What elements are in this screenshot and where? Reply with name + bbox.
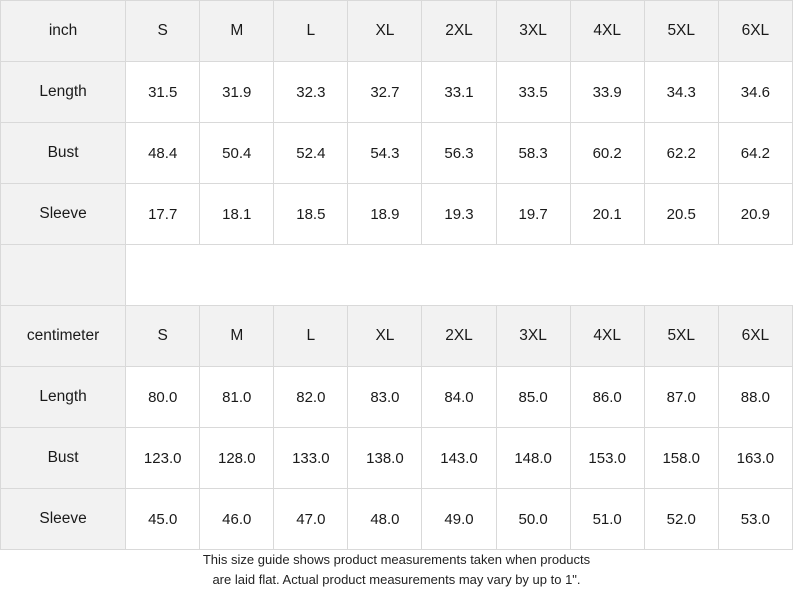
inch-size-header: S xyxy=(126,1,200,62)
table-row xyxy=(1,62,793,123)
cm-size-header: 6XL xyxy=(718,306,792,367)
table-row xyxy=(1,489,793,550)
cell-sleeve-inch: 20.5 xyxy=(644,184,718,245)
cell-bust-cm: 123.0 xyxy=(126,428,200,489)
cell-length-cm: 81.0 xyxy=(200,367,274,428)
cell-length-cm: 88.0 xyxy=(718,367,792,428)
cell-bust-cm: 153.0 xyxy=(570,428,644,489)
spacer-cell xyxy=(274,245,348,306)
cell-length-cm: 82.0 xyxy=(274,367,348,428)
cell-bust-cm: 138.0 xyxy=(348,428,422,489)
row-label-length-cm: Length xyxy=(1,367,126,428)
cell-sleeve-cm: 46.0 xyxy=(200,489,274,550)
cell-length-inch: 31.9 xyxy=(200,62,274,123)
cm-size-header: 5XL xyxy=(644,306,718,367)
inch-unit-label: inch xyxy=(1,1,126,62)
cell-bust-inch: 48.4 xyxy=(126,123,200,184)
cell-bust-inch: 52.4 xyxy=(274,123,348,184)
cell-sleeve-cm: 50.0 xyxy=(496,489,570,550)
cell-bust-cm: 143.0 xyxy=(422,428,496,489)
cell-length-inch: 34.3 xyxy=(644,62,718,123)
cell-length-cm: 80.0 xyxy=(126,367,200,428)
inch-size-header: 6XL xyxy=(718,1,792,62)
cell-length-inch: 33.1 xyxy=(422,62,496,123)
row-label-length-inch: Length xyxy=(1,62,126,123)
cell-bust-inch: 64.2 xyxy=(718,123,792,184)
table-row xyxy=(1,123,793,184)
cell-sleeve-cm: 52.0 xyxy=(644,489,718,550)
cell-bust-cm: 133.0 xyxy=(274,428,348,489)
cm-size-header: S xyxy=(126,306,200,367)
table-row xyxy=(1,367,793,428)
cell-bust-cm: 148.0 xyxy=(496,428,570,489)
inch-size-header: XL xyxy=(348,1,422,62)
inch-size-header: 2XL xyxy=(422,1,496,62)
cell-sleeve-inch: 20.1 xyxy=(570,184,644,245)
spacer-cell xyxy=(200,245,274,306)
cell-bust-cm: 128.0 xyxy=(200,428,274,489)
table-spacer-row xyxy=(1,245,793,306)
spacer-cell xyxy=(126,245,200,306)
inch-header-row xyxy=(1,1,793,62)
spacer-cell xyxy=(422,245,496,306)
cell-sleeve-cm: 48.0 xyxy=(348,489,422,550)
cell-length-cm: 83.0 xyxy=(348,367,422,428)
cell-sleeve-inch: 18.1 xyxy=(200,184,274,245)
cell-length-inch: 33.5 xyxy=(496,62,570,123)
table-row xyxy=(1,184,793,245)
cell-sleeve-cm: 53.0 xyxy=(718,489,792,550)
inch-size-header: 3XL xyxy=(496,1,570,62)
spacer-cell xyxy=(644,245,718,306)
cm-size-header: 4XL xyxy=(570,306,644,367)
spacer-cell xyxy=(718,245,792,306)
row-label-bust-cm: Bust xyxy=(1,428,126,489)
row-label-bust-inch: Bust xyxy=(1,123,126,184)
cell-sleeve-cm: 49.0 xyxy=(422,489,496,550)
inch-size-header: 5XL xyxy=(644,1,718,62)
cm-size-header: 3XL xyxy=(496,306,570,367)
cell-sleeve-cm: 51.0 xyxy=(570,489,644,550)
cell-length-cm: 87.0 xyxy=(644,367,718,428)
cell-length-cm: 84.0 xyxy=(422,367,496,428)
spacer-cell xyxy=(496,245,570,306)
row-label-sleeve-inch: Sleeve xyxy=(1,184,126,245)
cell-sleeve-inch: 19.3 xyxy=(422,184,496,245)
cell-length-inch: 34.6 xyxy=(718,62,792,123)
cell-sleeve-inch: 18.5 xyxy=(274,184,348,245)
cell-sleeve-inch: 19.7 xyxy=(496,184,570,245)
cell-length-inch: 32.7 xyxy=(348,62,422,123)
cm-header-row xyxy=(1,306,793,367)
inch-size-header: L xyxy=(274,1,348,62)
cell-bust-inch: 60.2 xyxy=(570,123,644,184)
cell-bust-cm: 158.0 xyxy=(644,428,718,489)
cell-length-cm: 86.0 xyxy=(570,367,644,428)
cell-sleeve-cm: 45.0 xyxy=(126,489,200,550)
spacer-cell xyxy=(348,245,422,306)
cell-bust-inch: 58.3 xyxy=(496,123,570,184)
cell-bust-inch: 50.4 xyxy=(200,123,274,184)
inch-size-header: 4XL xyxy=(570,1,644,62)
cm-size-header: L xyxy=(274,306,348,367)
cell-bust-cm: 163.0 xyxy=(718,428,792,489)
cm-size-header: M xyxy=(200,306,274,367)
cell-sleeve-cm: 47.0 xyxy=(274,489,348,550)
cm-unit-label: centimeter xyxy=(1,306,126,367)
spacer-cell xyxy=(570,245,644,306)
size-guide-footnote xyxy=(0,550,793,590)
cm-size-header: XL xyxy=(348,306,422,367)
cell-length-inch: 33.9 xyxy=(570,62,644,123)
cell-bust-inch: 62.2 xyxy=(644,123,718,184)
cell-bust-inch: 56.3 xyxy=(422,123,496,184)
table-row xyxy=(1,428,793,489)
row-label-sleeve-cm: Sleeve xyxy=(1,489,126,550)
cell-sleeve-inch: 18.9 xyxy=(348,184,422,245)
cell-length-inch: 32.3 xyxy=(274,62,348,123)
inch-size-header: M xyxy=(200,1,274,62)
cm-size-header: 2XL xyxy=(422,306,496,367)
cell-bust-inch: 54.3 xyxy=(348,123,422,184)
cell-length-inch: 31.5 xyxy=(126,62,200,123)
cell-sleeve-inch: 17.7 xyxy=(126,184,200,245)
footnote-line-2: are laid flat. Actual product measurements may vary by up to 1". xyxy=(212,572,581,587)
cell-length-cm: 85.0 xyxy=(496,367,570,428)
cell-sleeve-inch: 20.9 xyxy=(718,184,792,245)
footnote-line-1: This size guide shows product measurements taken when products xyxy=(202,552,591,567)
spacer-cell xyxy=(1,245,126,306)
